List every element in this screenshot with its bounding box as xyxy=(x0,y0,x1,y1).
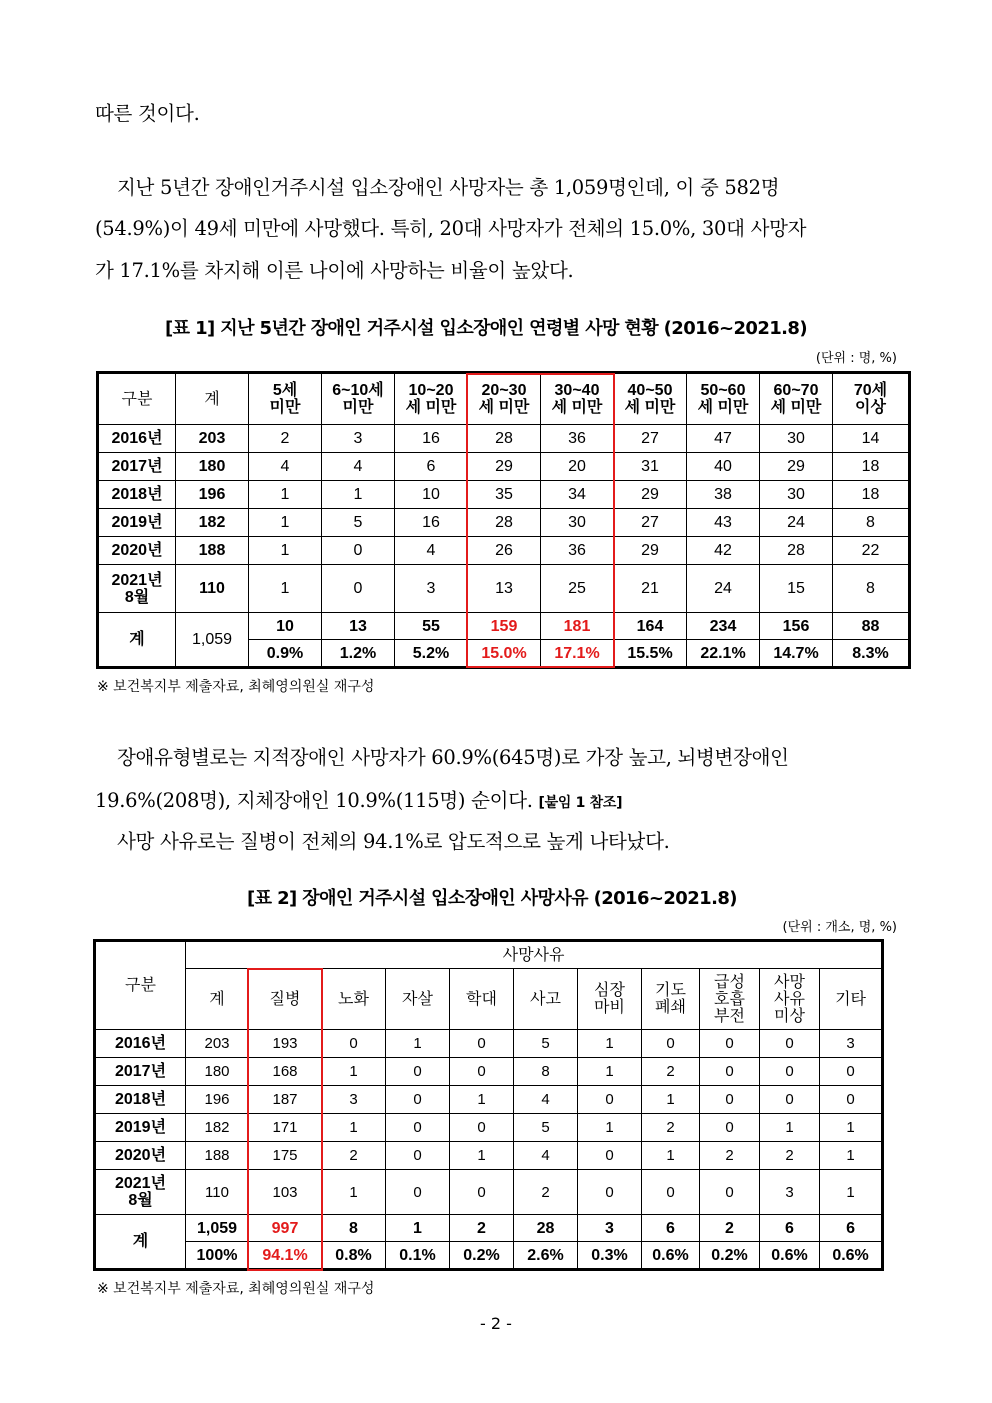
table-cell: 1,059 xyxy=(176,613,249,667)
table-cell: 3 xyxy=(578,1215,642,1242)
table-cell: 5세 미만 xyxy=(249,374,322,425)
table2-source: ※ 보건복지부 제출자료, 최혜영의원실 재구성 xyxy=(97,1281,375,1297)
table-cell: 164 xyxy=(614,613,687,640)
table-cell: 40~50 세 미만 xyxy=(614,374,687,425)
table-cell: 40 xyxy=(687,453,760,481)
table-cell: 29 xyxy=(614,537,687,565)
table-cell: 2 xyxy=(642,1114,700,1142)
table-cell: 0 xyxy=(760,1086,820,1114)
table-cell: 0 xyxy=(700,1030,760,1058)
table-cell: 계 xyxy=(96,1215,186,1269)
table-cell: 15.5% xyxy=(614,640,687,667)
table-cell: 30 xyxy=(760,481,833,509)
table-cell: 2020년 xyxy=(99,537,176,565)
table-cell: 1 xyxy=(386,1030,450,1058)
table2-caption: [표 2] 장애인 거주시설 입소장애인 사망사유 (2016~2021.8) xyxy=(247,888,737,909)
table-row xyxy=(99,453,909,481)
table-cell: 203 xyxy=(176,425,249,453)
table-cell: 0 xyxy=(700,1114,760,1142)
table-cell: 0 xyxy=(450,1030,514,1058)
table-cell: 8.3% xyxy=(833,640,909,667)
table-cell: 0 xyxy=(322,565,395,613)
table-cell: 2016년 xyxy=(96,1030,186,1058)
table-cell: 학대 xyxy=(450,969,514,1030)
table-cell: 26 xyxy=(468,537,541,565)
paragraph-text: 19.6%(208명), 지체장애인 10.9%(115명) 순이다. xyxy=(95,789,533,812)
table-cell: 구분 xyxy=(96,942,186,1030)
death-cause-table xyxy=(95,941,882,1269)
table-cell: 20 xyxy=(541,453,614,481)
paragraph-line: 장애유형별로는 지적장애인 사망자가 60.9%(645명)로 가장 높고, 뇌병변장애인 xyxy=(117,746,789,769)
table-cell: 31 xyxy=(614,453,687,481)
table-cell: 43 xyxy=(687,509,760,537)
table-row xyxy=(96,1086,882,1114)
table-cell: 계 xyxy=(99,613,176,667)
table-cell: 42 xyxy=(687,537,760,565)
table-cell: 0 xyxy=(578,1170,642,1215)
table-cell: 28 xyxy=(468,425,541,453)
table-cell: 10 xyxy=(249,613,322,640)
table-cell: 8 xyxy=(514,1058,578,1086)
table-cell: 18 xyxy=(833,453,909,481)
header-row xyxy=(96,942,882,969)
table-cell: 1 xyxy=(820,1114,882,1142)
table-cell: 0 xyxy=(700,1058,760,1086)
table-cell: 사망 사유 미상 xyxy=(760,969,820,1030)
table-cell: 70세 이상 xyxy=(833,374,909,425)
table-cell: 5 xyxy=(514,1030,578,1058)
table-cell: 0 xyxy=(642,1170,700,1215)
percent-row xyxy=(96,1242,882,1269)
table-cell: 1 xyxy=(249,537,322,565)
table-cell: 급성 호흡 부전 xyxy=(700,969,760,1030)
total-row xyxy=(96,1215,882,1242)
table-cell: 188 xyxy=(186,1142,249,1170)
table-cell: 38 xyxy=(687,481,760,509)
table-cell: 2021년 8월 xyxy=(96,1170,186,1215)
table-cell: 203 xyxy=(186,1030,249,1058)
table-cell: 0 xyxy=(450,1058,514,1086)
table-cell: 0.6% xyxy=(820,1242,882,1269)
table-cell: 심장 마비 xyxy=(578,969,642,1030)
table-cell: 159 xyxy=(468,613,541,640)
table-cell: 8 xyxy=(833,509,909,537)
table-cell: 2 xyxy=(249,425,322,453)
table-cell: 6 xyxy=(395,453,468,481)
table-cell: 1 xyxy=(249,565,322,613)
table-cell: 1 xyxy=(578,1114,642,1142)
table-cell: 2 xyxy=(450,1215,514,1242)
table-cell: 1 xyxy=(642,1142,700,1170)
table-cell: 4 xyxy=(514,1142,578,1170)
header-row xyxy=(96,969,882,1030)
table-cell: 0 xyxy=(386,1142,450,1170)
table-cell: 1 xyxy=(450,1142,514,1170)
table-cell: 2018년 xyxy=(96,1086,186,1114)
table1-unit: (단위 : 명, %) xyxy=(815,351,897,366)
table-cell: 1 xyxy=(450,1086,514,1114)
table-cell: 3 xyxy=(322,425,395,453)
table-cell: 1 xyxy=(322,1058,386,1086)
table-cell: 196 xyxy=(176,481,249,509)
table-cell: 2019년 xyxy=(96,1114,186,1142)
table-cell: 25 xyxy=(541,565,614,613)
table-cell: 1 xyxy=(760,1114,820,1142)
table-cell: 28 xyxy=(468,509,541,537)
table-cell: 15 xyxy=(760,565,833,613)
table-cell: 8 xyxy=(833,565,909,613)
table-cell: 15.0% xyxy=(468,640,541,667)
table-cell: 2 xyxy=(760,1142,820,1170)
table-cell: 2019년 xyxy=(99,509,176,537)
table-cell: 180 xyxy=(186,1058,249,1086)
table-row xyxy=(96,1030,882,1058)
table-cell: 0.2% xyxy=(450,1242,514,1269)
table-cell: 188 xyxy=(176,537,249,565)
table-cell: 0.9% xyxy=(249,640,322,667)
table-row xyxy=(99,481,909,509)
table-cell: 0 xyxy=(760,1030,820,1058)
table-cell: 0 xyxy=(642,1030,700,1058)
table-cell: 168 xyxy=(249,1058,322,1086)
table-cell: 0 xyxy=(322,1030,386,1058)
table-cell: 193 xyxy=(249,1030,322,1058)
table-cell: 0 xyxy=(386,1114,450,1142)
table-cell: 182 xyxy=(186,1114,249,1142)
table-cell: 5.2% xyxy=(395,640,468,667)
table-cell: 27 xyxy=(614,425,687,453)
table-cell: 21 xyxy=(614,565,687,613)
table-cell: 2017년 xyxy=(99,453,176,481)
age-death-table xyxy=(98,373,909,667)
table-cell: 22.1% xyxy=(687,640,760,667)
table-cell: 24 xyxy=(687,565,760,613)
table-cell: 110 xyxy=(176,565,249,613)
table-cell: 30 xyxy=(541,509,614,537)
table-cell: 10 xyxy=(395,481,468,509)
table-cell: 196 xyxy=(186,1086,249,1114)
table-cell: 28 xyxy=(514,1215,578,1242)
reference-note: [붙임 1 참조] xyxy=(538,795,623,811)
table-cell: 2 xyxy=(642,1058,700,1086)
paragraph-line: (54.9%)이 49세 미만에 사망했다. 특히, 20대 사망자가 전체의 15.0%, 30대 사망자 xyxy=(95,217,807,240)
table-cell: 0 xyxy=(820,1086,882,1114)
table1-source: ※ 보건복지부 제출자료, 최혜영의원실 재구성 xyxy=(97,679,375,695)
table-cell: 8 xyxy=(322,1215,386,1242)
table-cell: 6 xyxy=(820,1215,882,1242)
table-cell: 36 xyxy=(541,537,614,565)
table-cell: 4 xyxy=(322,453,395,481)
page-number: - 2 - xyxy=(480,1314,512,1333)
table-cell: 5 xyxy=(514,1114,578,1142)
table-row xyxy=(99,509,909,537)
table-cell: 1 xyxy=(578,1058,642,1086)
table-cell: 29 xyxy=(468,453,541,481)
table-cell: 1 xyxy=(249,481,322,509)
table-cell: 0.3% xyxy=(578,1242,642,1269)
table-cell: 103 xyxy=(249,1170,322,1215)
paragraph-line: 따른 것이다. xyxy=(95,102,200,125)
paragraph-line: 가 17.1%를 차지해 이른 나이에 사망하는 비율이 높았다. xyxy=(95,259,574,282)
table-cell: 0.2% xyxy=(700,1242,760,1269)
table-cell: 182 xyxy=(176,509,249,537)
table-cell: 35 xyxy=(468,481,541,509)
table-cell: 88 xyxy=(833,613,909,640)
table-cell: 0 xyxy=(450,1114,514,1142)
table-cell: 0.6% xyxy=(760,1242,820,1269)
table-cell: 22 xyxy=(833,537,909,565)
table-cell: 2016년 xyxy=(99,425,176,453)
table-cell: 1 xyxy=(322,481,395,509)
table-cell: 기도 폐쇄 xyxy=(642,969,700,1030)
table-cell: 0 xyxy=(386,1086,450,1114)
table-cell: 29 xyxy=(760,453,833,481)
table-cell: 17.1% xyxy=(541,640,614,667)
table-cell: 1 xyxy=(820,1170,882,1215)
table-cell: 5 xyxy=(322,509,395,537)
table-cell: 0.1% xyxy=(386,1242,450,1269)
table-cell: 13 xyxy=(322,613,395,640)
table-cell: 30 xyxy=(760,425,833,453)
table-cell: 4 xyxy=(514,1086,578,1114)
table-row xyxy=(99,425,909,453)
table-cell: 1 xyxy=(249,509,322,537)
table-cell: 6 xyxy=(642,1215,700,1242)
table-cell: 156 xyxy=(760,613,833,640)
table-cell: 6~10세 미만 xyxy=(322,374,395,425)
table-cell: 50~60 세 미만 xyxy=(687,374,760,425)
table-cell: 180 xyxy=(176,453,249,481)
table-cell: 6 xyxy=(760,1215,820,1242)
table-cell: 2 xyxy=(322,1142,386,1170)
table-cell: 2 xyxy=(700,1142,760,1170)
paragraph-line: 지난 5년간 장애인거주시설 입소장애인 사망자는 총 1,059명인데, 이 중 582명 xyxy=(117,176,780,199)
table-row xyxy=(99,565,909,613)
table-cell: 0.6% xyxy=(642,1242,700,1269)
table-cell: 사망사유 xyxy=(186,942,882,969)
table-cell: 94.1% xyxy=(249,1242,322,1269)
table-cell: 1,059 xyxy=(186,1215,249,1242)
table-cell: 2021년 8월 xyxy=(99,565,176,613)
table-cell: 171 xyxy=(249,1114,322,1142)
table-cell: 계 xyxy=(186,969,249,1030)
table-cell: 100% xyxy=(186,1242,249,1269)
table-cell: 24 xyxy=(760,509,833,537)
table-cell: 20~30 세 미만 xyxy=(468,374,541,425)
table-cell: 181 xyxy=(541,613,614,640)
table-cell: 0 xyxy=(386,1058,450,1086)
table-cell: 30~40 세 미만 xyxy=(541,374,614,425)
table-cell: 4 xyxy=(395,537,468,565)
table-cell: 16 xyxy=(395,425,468,453)
table-cell: 0.8% xyxy=(322,1242,386,1269)
table-cell: 1 xyxy=(642,1086,700,1114)
table-cell: 2.6% xyxy=(514,1242,578,1269)
table-cell: 0 xyxy=(760,1058,820,1086)
table-row xyxy=(96,1170,882,1215)
table-cell: 10~20 세 미만 xyxy=(395,374,468,425)
table-cell: 29 xyxy=(614,481,687,509)
table-cell: 0 xyxy=(578,1142,642,1170)
table-row xyxy=(96,1058,882,1086)
table-cell: 60~70 세 미만 xyxy=(760,374,833,425)
table-cell: 13 xyxy=(468,565,541,613)
table-cell: 1 xyxy=(820,1142,882,1170)
table-cell: 27 xyxy=(614,509,687,537)
table-cell: 질병 xyxy=(249,969,322,1030)
table-cell: 계 xyxy=(176,374,249,425)
table-cell: 0 xyxy=(700,1170,760,1215)
table-cell: 110 xyxy=(186,1170,249,1215)
table-cell: 55 xyxy=(395,613,468,640)
table-cell: 14.7% xyxy=(760,640,833,667)
table-cell: 노화 xyxy=(322,969,386,1030)
table-cell: 1.2% xyxy=(322,640,395,667)
table-cell: 0 xyxy=(386,1170,450,1215)
table-cell: 4 xyxy=(249,453,322,481)
table-cell: 47 xyxy=(687,425,760,453)
table-row xyxy=(99,537,909,565)
table-cell: 14 xyxy=(833,425,909,453)
table-cell: 0 xyxy=(578,1086,642,1114)
table-cell: 2018년 xyxy=(99,481,176,509)
table-cell: 18 xyxy=(833,481,909,509)
table-cell: 28 xyxy=(760,537,833,565)
table-cell: 1 xyxy=(322,1114,386,1142)
table-cell: 2020년 xyxy=(96,1142,186,1170)
table-cell: 자살 xyxy=(386,969,450,1030)
table-cell: 16 xyxy=(395,509,468,537)
table-cell: 36 xyxy=(541,425,614,453)
paragraph-line: 사망 사유로는 질병이 전체의 94.1%로 압도적으로 높게 나타났다. xyxy=(117,830,670,853)
table-cell: 1 xyxy=(386,1215,450,1242)
table-cell: 34 xyxy=(541,481,614,509)
paragraph-line xyxy=(95,785,900,813)
table-row xyxy=(96,1142,882,1170)
table-cell: 175 xyxy=(249,1142,322,1170)
table-row xyxy=(96,1114,882,1142)
table-cell: 2017년 xyxy=(96,1058,186,1086)
table-cell: 구분 xyxy=(99,374,176,425)
table-cell: 기타 xyxy=(820,969,882,1030)
table-cell: 0 xyxy=(322,537,395,565)
total-row xyxy=(99,613,909,640)
table-cell: 1 xyxy=(578,1030,642,1058)
table-cell: 3 xyxy=(760,1170,820,1215)
table2-unit: (단위 : 개소, 명, %) xyxy=(782,920,897,935)
table-cell: 234 xyxy=(687,613,760,640)
table-cell: 3 xyxy=(820,1030,882,1058)
table-cell: 997 xyxy=(249,1215,322,1242)
table-cell: 0 xyxy=(820,1058,882,1086)
table-cell: 187 xyxy=(249,1086,322,1114)
header-row xyxy=(99,374,909,425)
table-cell: 2 xyxy=(514,1170,578,1215)
table1-caption: [표 1] 지난 5년간 장애인 거주시설 입소장애인 연령별 사망 현황 (2016~2021.8) xyxy=(165,318,807,339)
table-cell: 1 xyxy=(322,1170,386,1215)
table-cell: 0 xyxy=(700,1086,760,1114)
table-cell: 0 xyxy=(450,1170,514,1215)
table-cell: 사고 xyxy=(514,969,578,1030)
table-cell: 3 xyxy=(322,1086,386,1114)
table-cell: 2 xyxy=(700,1215,760,1242)
table-cell: 3 xyxy=(395,565,468,613)
